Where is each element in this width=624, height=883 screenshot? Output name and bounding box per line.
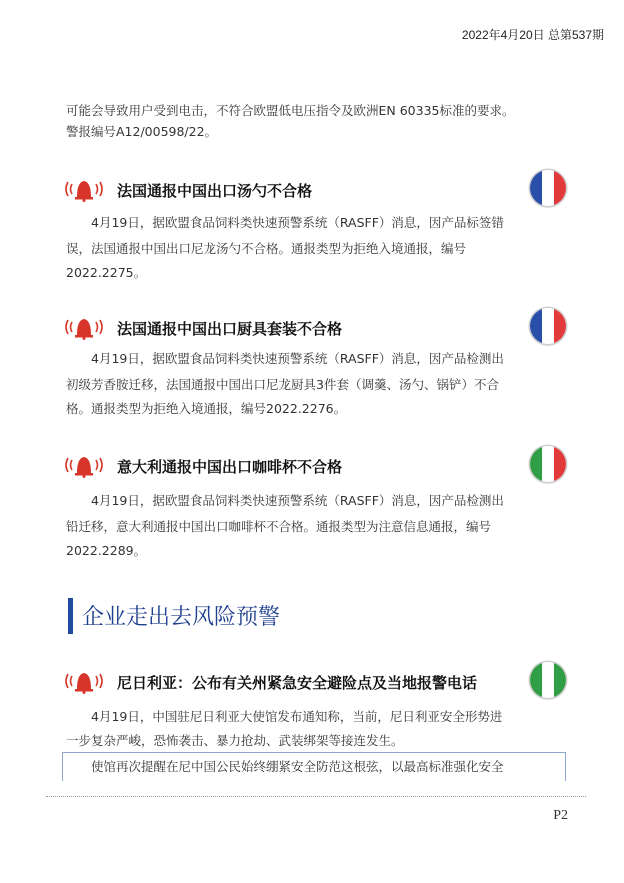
alarm-bell-icon: [62, 314, 106, 340]
alert-header: [62, 170, 562, 210]
nigeria-flag-icon: [530, 662, 566, 698]
section-title: 企业走出去风险预警: [82, 605, 281, 630]
alarm-bell-icon: [62, 176, 106, 202]
alert-body-line: 4月19日，中国驻尼日利亚大使馆发布通知称，当前，尼日利亚安全形势进: [91, 709, 503, 724]
alert-body-line: 格。通报类型为拒绝入境通报，编号2022.2276。: [66, 401, 347, 416]
page-number: P2: [553, 808, 568, 823]
issue-date: 2022年4月20日 总第537期: [461, 28, 604, 42]
france-flag-icon: [530, 308, 566, 344]
alert-body-line: 4月19日，据欧盟食品饲料类快速预警系统（RASFF）消息，因产品检测出: [91, 351, 504, 366]
alert-header: [62, 308, 562, 348]
alert-body-line: 使馆再次提醒在尼中国公民始终绷紧安全防范这根弦，以最高标准强化安全: [91, 759, 504, 774]
alert-title: 法国通报中国出口汤勺不合格: [117, 182, 313, 200]
intro-line-2: 警报编号A12/00598/22。: [66, 124, 218, 139]
intro-line-1: 可能会导致用户受到电击，不符合欧盟低电压指令及欧洲EN 60335标准的要求。: [66, 103, 515, 118]
alert-body-line: 铅迁移，意大利通报中国出口咖啡杯不合格。通报类型为注意信息通报，编号: [66, 519, 492, 534]
alert-body-line: 2022.2289。: [66, 543, 147, 558]
alert-title: 尼日利亚：公布有关州紧急安全避险点及当地报警电话: [117, 674, 478, 692]
alert-body-line: 一步复杂严峻，恐怖袭击、暴力抢劫、武装绑架等接连发生。: [66, 733, 404, 748]
italy-flag-icon: [530, 446, 566, 482]
alert-body-line: 初级芳香胺迁移，法国通报中国出口尼龙厨具3件套（调羹、汤勺、锅铲）不合: [66, 377, 499, 392]
alert-body-line: 2022.2275。: [66, 265, 147, 280]
france-flag-icon: [530, 170, 566, 206]
alert-header: [62, 446, 562, 486]
footer-divider: [46, 796, 586, 797]
alert-header: [62, 662, 562, 702]
alert-body-line: 4月19日，据欧盟食品饲料类快速预警系统（RASFF）消息，因产品标签错: [91, 215, 504, 230]
alert-title: 意大利通报中国出口咖啡杯不合格: [117, 458, 343, 476]
alarm-bell-icon: [62, 452, 106, 478]
alert-body-line: 误，法国通报中国出口尼龙汤勺不合格。通报类型为拒绝入境通报，编号: [66, 241, 467, 256]
alert-body-line: 4月19日，据欧盟食品饲料类快速预警系统（RASFF）消息，因产品检测出: [91, 493, 504, 508]
section-accent-bar: [68, 598, 73, 634]
alert-title: 法国通报中国出口厨具套装不合格: [117, 320, 343, 338]
alarm-bell-icon: [62, 668, 106, 694]
